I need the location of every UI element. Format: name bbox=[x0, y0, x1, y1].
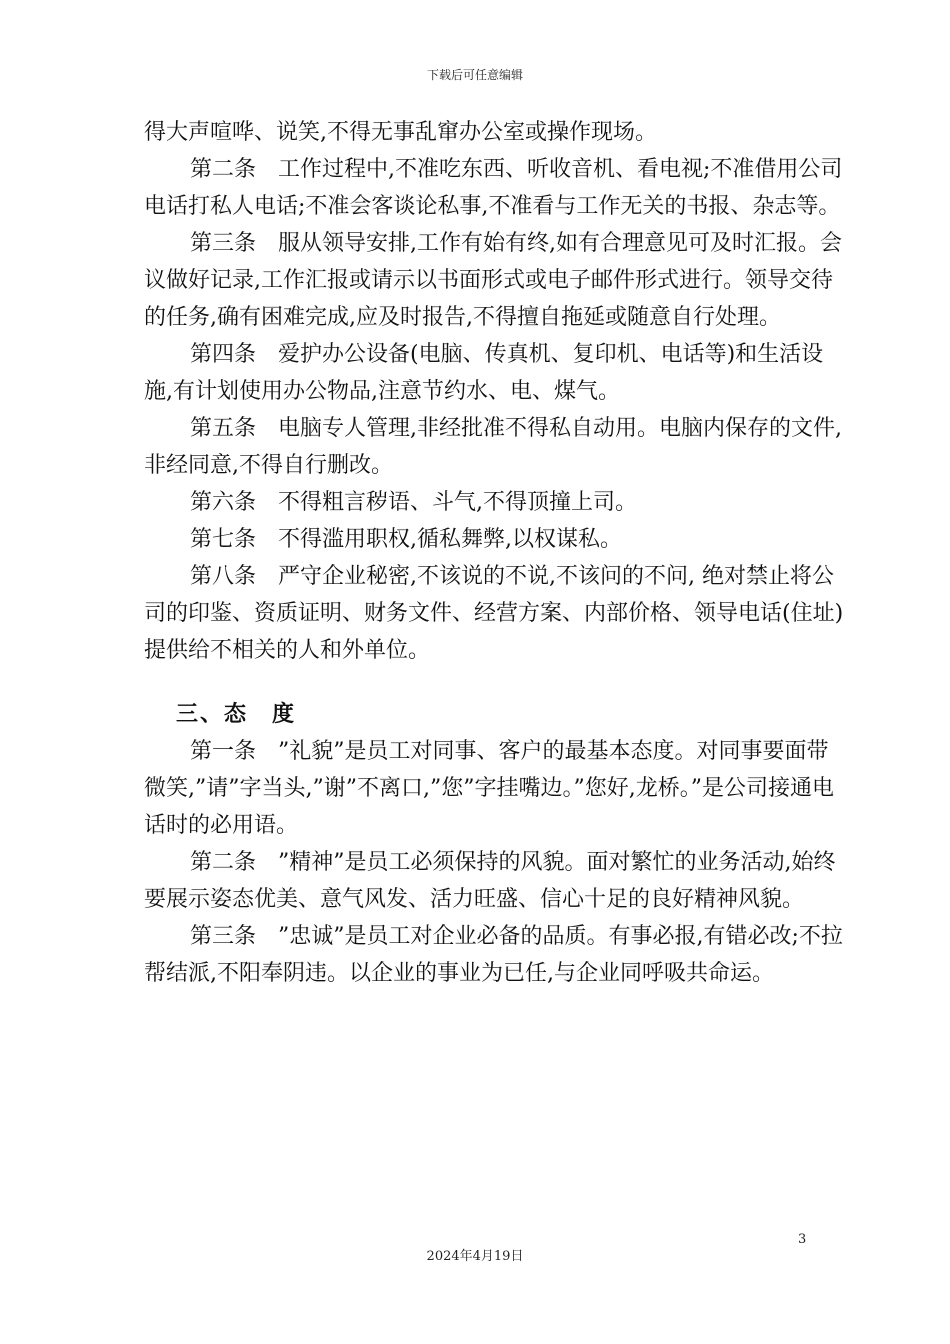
document-body bbox=[144, 114, 844, 992]
paragraph-continuation: 得大声喧哗、说笑,不得无事乱窜办公室或操作现场。 bbox=[144, 120, 657, 145]
article-6-paragraph: 第六条 不得粗言秽语、斗气,不得顶撞上司。 bbox=[190, 490, 637, 515]
page-header: 下载后可任意编辑 bbox=[426, 68, 523, 82]
footer-date: 2024年4月19日 bbox=[426, 1249, 524, 1264]
attitude-article-1: 第一条 ”礼貌”是员工对同事、客户的最基本态度。对同事要面带微笑,”请”字当头,”谢”不离口,”您”字挂嘴边。”您好,龙桥。”是公司接通电话时的必用语。 bbox=[144, 739, 834, 838]
article-8-paragraph: 第八条 严守企业秘密,不该说的不说,不该问的不问, 绝对禁止将公司的印鉴、资质证明、财务文件、经营方案、内部价格、领导电话(住址)提供给不相关的人和外单位。 bbox=[144, 564, 844, 663]
attitude-article-2: 第二条 ”精神”是员工必须保持的风貌。面对繁忙的业务活动,始终要展示姿态优美、意气风发、活力旺盛、信心十足的良好精神风貌。 bbox=[144, 850, 836, 912]
article-5-paragraph: 第五条 电脑专人管理,非经批准不得私自动用。电脑内保存的文件,非经同意,不得自行删改。 bbox=[144, 416, 842, 478]
article-3-paragraph: 第三条 服从领导安排,工作有始有终,如有合理意见可及时汇报。会议做好记录,工作汇报或请示以书面形式或电子邮件形式进行。领导交待的任务,确有困难完成,应及时报告,不得擅自拖延或随意自行处理。 bbox=[144, 231, 842, 330]
attitude-article-3: 第三条 ”忠诚”是员工对企业必备的品质。有事必报,有错必改;不拉帮结派,不阳奉阴违。以企业的事业为已任,与企业同呼吸共命运。 bbox=[144, 924, 843, 986]
article-7-paragraph: 第七条 不得滥用职权,循私舞弊,以权谋私。 bbox=[190, 527, 622, 552]
article-4-paragraph: 第四条 爱护办公设备(电脑、传真机、复印机、电话等)和生活设施,有计划使用办公物品,注意节约水、电、煤气。 bbox=[144, 342, 824, 404]
page-number: 3 bbox=[798, 1232, 807, 1247]
article-2-paragraph: 第二条 工作过程中,不准吃东西、听收音机、看电视;不准借用公司电话打私人电话;不准会客谈论私事,不准看与工作无关的书报、杂志等。 bbox=[144, 157, 843, 219]
section-title-attitude: 三、态 度 bbox=[176, 701, 297, 727]
